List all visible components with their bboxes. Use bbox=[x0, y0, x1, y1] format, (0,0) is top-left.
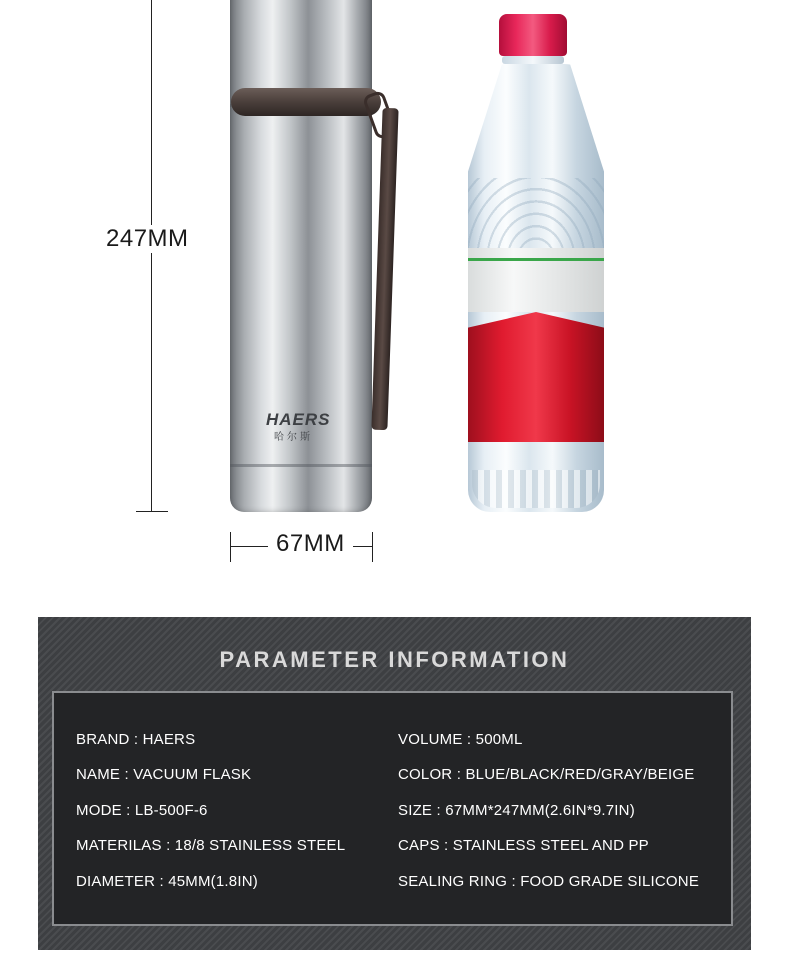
height-dimension-line bbox=[151, 0, 152, 511]
width-tick-left bbox=[230, 532, 231, 562]
width-tick-right bbox=[372, 532, 373, 562]
flask-silicone-band bbox=[231, 88, 381, 116]
width-dimension-label: 67MM bbox=[268, 532, 353, 556]
bottle-wave-pattern bbox=[468, 178, 604, 248]
bottle-cap bbox=[499, 14, 567, 56]
param-sealing-ring: SEALING RING : FOOD GRADE SILICONE bbox=[398, 873, 700, 890]
parameter-panel bbox=[38, 617, 751, 950]
height-dimension-label: 247MM bbox=[106, 225, 189, 252]
brand-logo-subtext: 哈尔斯 bbox=[274, 432, 313, 443]
brand-logo: HAERS bbox=[266, 410, 331, 429]
param-mode: MODE : LB-500F-6 bbox=[76, 802, 208, 819]
param-diameter: DIAMETER : 45MM(1.8IN) bbox=[76, 873, 258, 890]
height-dimension-tick bbox=[136, 511, 168, 512]
bottle-label-red bbox=[468, 312, 604, 442]
param-size: SIZE : 67MM*247MM(2.6IN*9.7IN) bbox=[398, 802, 635, 819]
param-brand: BRAND : HAERS bbox=[76, 731, 196, 748]
bottle-label-stripe bbox=[468, 258, 604, 261]
parameter-table bbox=[52, 691, 733, 926]
param-color: COLOR : BLUE/BLACK/RED/GRAY/BEIGE bbox=[398, 766, 695, 783]
flask-strap bbox=[371, 108, 398, 430]
bottle-neck-ring bbox=[502, 56, 564, 64]
param-name: NAME : VACUUM FLASK bbox=[76, 766, 252, 783]
param-volume: VOLUME : 500ML bbox=[398, 731, 523, 748]
param-materials: MATERILAS : 18/8 STAINLESS STEEL bbox=[76, 837, 346, 854]
bottle-base bbox=[472, 470, 600, 508]
panel-title: PARAMETER INFORMATION bbox=[219, 647, 570, 672]
param-caps: CAPS : STAINLESS STEEL AND PP bbox=[398, 837, 649, 854]
